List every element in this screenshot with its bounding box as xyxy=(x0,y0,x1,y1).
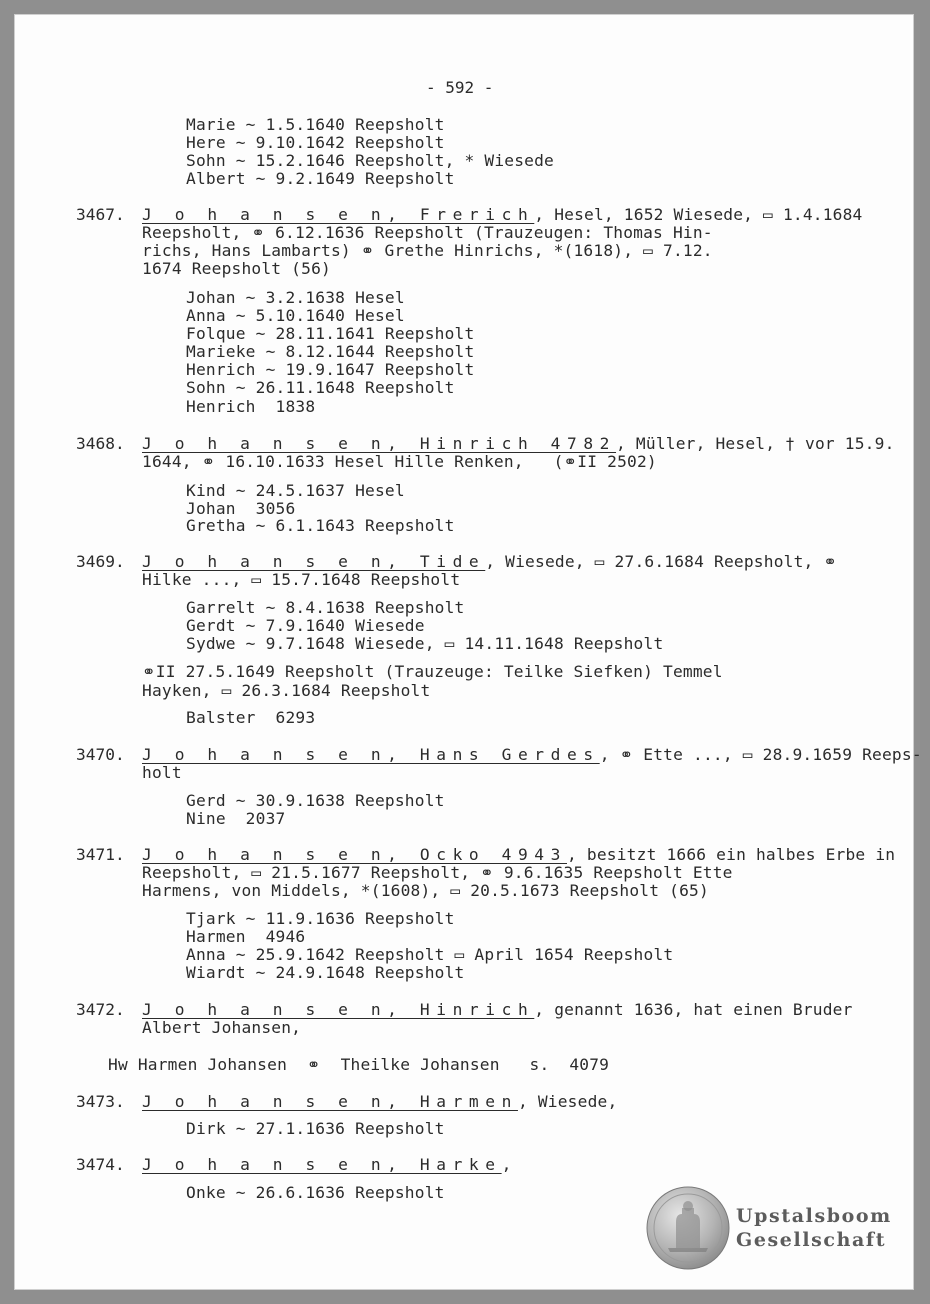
entry-3471-line-1: J o h a n s e n, Ocko 4943, besitzt 1666 ein halbes Erbe in xyxy=(142,845,896,864)
entry-number: 3470. xyxy=(76,745,125,764)
watermark-line-2: Gesellschaft xyxy=(736,1229,887,1251)
seal-icon xyxy=(646,1186,730,1270)
entry-3471-line-3: Harmens, von Middels, *(1608), ▭ 20.5.1673 Reepsholt (65) xyxy=(142,881,709,900)
child-line: Folque ~ 28.11.1641 Reepsholt xyxy=(186,324,475,343)
entry-3469-line-1: J o h a n s e n, Tide, Wiesede, ▭ 27.6.1684 Reepsholt, ⚭ xyxy=(142,552,838,571)
entry-3469-line-2: Hilke ..., ▭ 15.7.1648 Reepsholt xyxy=(142,570,461,589)
child-line: Johan 3056 xyxy=(186,499,296,518)
entry-3467-line-1: J o h a n s e n, Frerich, Hesel, 1652 Wiesede, ▭ 1.4.1684 xyxy=(142,205,863,224)
entry-name: J o h a n s e n, Ocko 4943 xyxy=(142,845,567,864)
entry-name: J o h a n s e n, Hans Gerdes xyxy=(142,745,600,764)
child-line: Henrich 1838 xyxy=(186,397,316,416)
child-line: Marie ~ 1.5.1640 Reepsholt xyxy=(186,115,445,134)
child-line: Gerd ~ 30.9.1638 Reepsholt xyxy=(186,791,445,810)
entry-3467-line-2: Reepsholt, ⚭ 6.12.1636 Reepsholt (Trauzeugen: Thomas Hin- xyxy=(142,223,713,242)
watermark-line-1: Upstalsboom xyxy=(736,1205,892,1227)
entry-3468-line-1: J o h a n s e n, Hinrich 4782, Müller, Hesel, † vor 15.9. xyxy=(142,434,895,453)
child-line: Dirk ~ 27.1.1636 Reepsholt xyxy=(186,1119,445,1138)
entry-name: J o h a n s e n, Hinrich xyxy=(142,1000,535,1019)
entry-3471-line-2: Reepsholt, ▭ 21.5.1677 Reepsholt, ⚭ 9.6.1635 Reepsholt Ette xyxy=(142,863,733,882)
child-line: Johan ~ 3.2.1638 Hesel xyxy=(186,288,405,307)
child-line: Balster 6293 xyxy=(186,708,316,727)
entry-number: 3468. xyxy=(76,434,125,453)
child-line: Henrich ~ 19.9.1647 Reepsholt xyxy=(186,360,475,379)
entry-number: 3467. xyxy=(76,205,125,224)
child-line: Marieke ~ 8.12.1644 Reepsholt xyxy=(186,342,475,361)
page-number: - 592 - xyxy=(426,78,494,97)
child-line: Tjark ~ 11.9.1636 Reepsholt xyxy=(186,909,455,928)
entry-name: J o h a n s e n, Harke xyxy=(142,1155,502,1174)
second-marriage-line-1: ⚭II 27.5.1649 Reepsholt (Trauzeuge: Teilke Siefken) Temmel xyxy=(142,662,723,681)
entry-number: 3469. xyxy=(76,552,125,571)
entry-3470-line-2: holt xyxy=(142,763,182,782)
entry-3467-line-4: 1674 Reepsholt (56) xyxy=(142,259,331,278)
entry-number: 3473. xyxy=(76,1092,125,1111)
entry-3467-line-3: richs, Hans Lambarts) ⚭ Grethe Hinrichs, *(1618), ▭ 7.12. xyxy=(142,241,713,260)
entry-number: 3474. xyxy=(76,1155,125,1174)
entry-name: J o h a n s e n, Tide xyxy=(142,552,486,571)
child-line: Nine 2037 xyxy=(186,809,286,828)
child-line: Gretha ~ 6.1.1643 Reepsholt xyxy=(186,516,455,535)
child-line: Garrelt ~ 8.4.1638 Reepsholt xyxy=(186,598,465,617)
entry-3474-line-1: J o h a n s e n, Harke, xyxy=(142,1155,512,1174)
hw-reference-line: Hw Harmen Johansen ⚭ Theilke Johansen s. 4079 xyxy=(108,1055,610,1074)
child-line: Kind ~ 24.5.1637 Hesel xyxy=(186,481,405,500)
entry-name: J o h a n s e n, Hinrich 4782 xyxy=(142,434,617,453)
entry-3472-line-1: J o h a n s e n, Hinrich, genannt 1636, hat einen Bruder xyxy=(142,1000,853,1019)
child-line: Albert ~ 9.2.1649 Reepsholt xyxy=(186,169,455,188)
child-line: Anna ~ 5.10.1640 Hesel xyxy=(186,306,405,325)
watermark-text xyxy=(736,1204,892,1252)
child-line: Sohn ~ 26.11.1648 Reepsholt xyxy=(186,378,455,397)
child-line: Onke ~ 26.6.1636 Reepsholt xyxy=(186,1183,445,1202)
child-line: Sydwe ~ 9.7.1648 Wiesede, ▭ 14.11.1648 Reepsholt xyxy=(186,634,664,653)
entry-3472-line-2: Albert Johansen, xyxy=(142,1018,302,1037)
child-line: Gerdt ~ 7.9.1640 Wiesede xyxy=(186,616,425,635)
entry-name: J o h a n s e n, Harmen xyxy=(142,1092,518,1111)
entry-name: J o h a n s e n, Frerich xyxy=(142,205,535,224)
child-line: Wiardt ~ 24.9.1648 Reepsholt xyxy=(186,963,465,982)
child-line: Sohn ~ 15.2.1646 Reepsholt, * Wiesede xyxy=(186,151,554,170)
child-line: Anna ~ 25.9.1642 Reepsholt ▭ April 1654 Reepsholt xyxy=(186,945,674,964)
child-line: Harmen 4946 xyxy=(186,927,306,946)
entry-number: 3471. xyxy=(76,845,125,864)
entry-number: 3472. xyxy=(76,1000,125,1019)
second-marriage-line-2: Hayken, ▭ 26.3.1684 Reepsholt xyxy=(142,681,431,700)
entry-3470-line-1: J o h a n s e n, Hans Gerdes, ⚭ Ette ..., ▭ 28.9.1659 Reeps- xyxy=(142,745,922,764)
entry-3473-line-1: J o h a n s e n, Harmen, Wiesede, xyxy=(142,1092,618,1111)
entry-3468-line-2: 1644, ⚭ 16.10.1633 Hesel Hille Renken, (⚭II 2502) xyxy=(142,452,657,471)
child-line: Here ~ 9.10.1642 Reepsholt xyxy=(186,133,445,152)
